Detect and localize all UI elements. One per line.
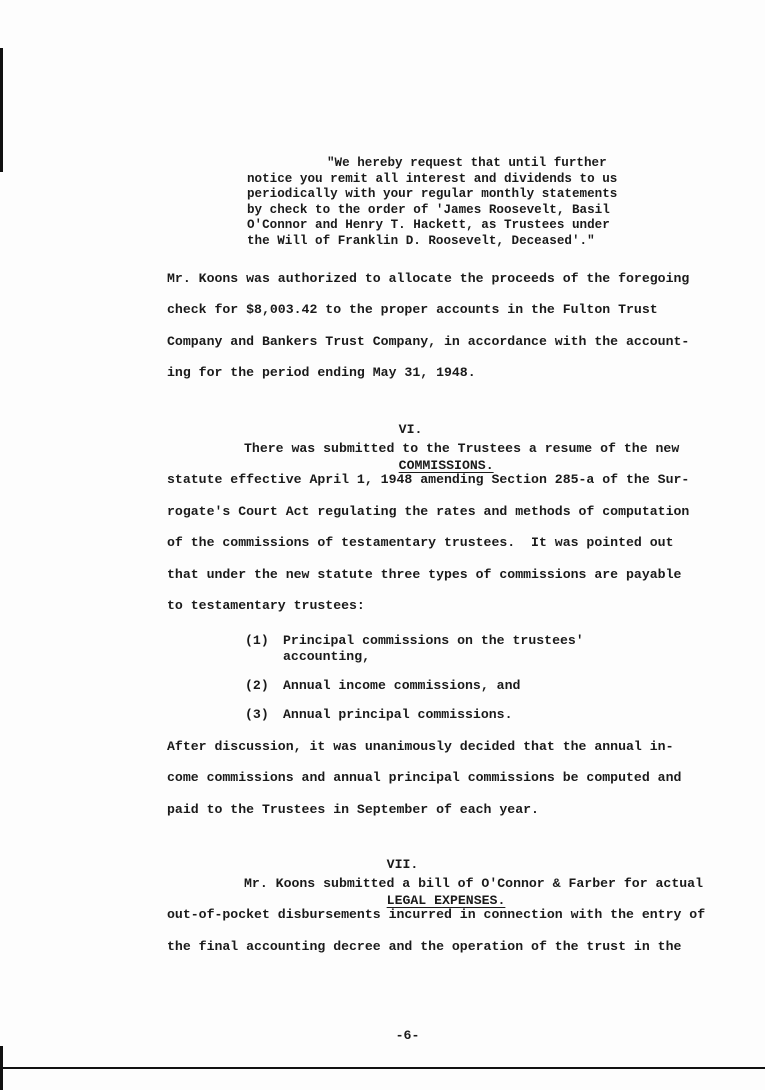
paragraph-line: come commissions and annual principal commissions be computed and — [167, 770, 682, 786]
section-title: LEGAL EXPENSES. — [386, 893, 506, 908]
quote-line: notice you remit all interest and dividends to us — [247, 171, 618, 186]
paragraph-line: rogate's Court Act regulating the rates and methods of computation — [167, 503, 690, 519]
quote-line: by check to the order of 'James Roosevelt, Basil — [247, 202, 610, 217]
paragraph-line: There was submitted to the Trustees a resume of the new — [244, 441, 680, 456]
list-marker: (3) — [245, 707, 269, 722]
paragraph-line: that under the new statute three types of commissions are payable — [167, 566, 682, 582]
paragraph-line: Mr. Koons submitted a bill of O'Connor & Farber for actual — [244, 876, 703, 891]
paragraph-line: check for $8,003.42 to the proper accounts in the Fulton Trust — [167, 302, 658, 318]
paragraph-line: of the commissions of testamentary trustees. It was pointed out — [167, 535, 674, 551]
scan-edge-mark — [0, 48, 3, 172]
quote-line: O'Connor and Henry T. Hackett, as Trustees under — [247, 218, 610, 233]
paragraph-line: the final accounting decree and the operation of the trust in the — [167, 938, 682, 954]
page-number: -6- — [395, 1028, 420, 1043]
list-item-text: Annual principal commissions. — [283, 707, 513, 722]
paragraph-line: Company and Bankers Trust Company, in accordance with the account- — [167, 333, 690, 349]
list-item — [245, 707, 665, 723]
paragraph-legal-expenses — [167, 868, 707, 962]
paragraph-line: out-of-pocket disbursements incurred in connection with the entry of — [167, 907, 706, 923]
paragraph-allocation — [167, 263, 707, 389]
paragraph-line: to testamentary trustees: — [167, 598, 365, 614]
section-number: VI. — [398, 422, 423, 437]
list-item — [245, 633, 665, 664]
paragraph-line: ing for the period ending May 31, 1948. — [167, 365, 476, 381]
paragraph-line: statute effective April 1, 1948 amending Section 285-a of the Sur- — [167, 472, 690, 488]
quote-line: periodically with your regular monthly statements — [247, 187, 618, 202]
bottom-rule — [0, 1067, 765, 1069]
paragraph-decision — [167, 731, 707, 825]
list-marker: (1) — [245, 633, 269, 648]
paragraph-line: Mr. Koons was authorized to allocate the proceeds of the foregoing — [167, 271, 690, 286]
section-title: COMMISSIONS. — [398, 458, 494, 473]
quote-line: "We hereby request that until further — [327, 156, 607, 170]
list-item-text: Annual income commissions, and — [283, 678, 521, 693]
list-item-text: Principal commissions on the trustees' accounting, — [283, 633, 584, 664]
section-number: VII. — [386, 857, 419, 872]
quoted-request — [247, 156, 667, 250]
paragraph-line: paid to the Trustees in September of each year. — [167, 801, 539, 817]
quote-line: the Will of Franklin D. Roosevelt, Deceased'." — [247, 233, 595, 248]
list-marker: (2) — [245, 678, 269, 693]
list-item — [245, 678, 665, 694]
paragraph-statute — [167, 433, 707, 621]
paragraph-line: After discussion, it was unanimously decided that the annual in- — [167, 739, 674, 754]
